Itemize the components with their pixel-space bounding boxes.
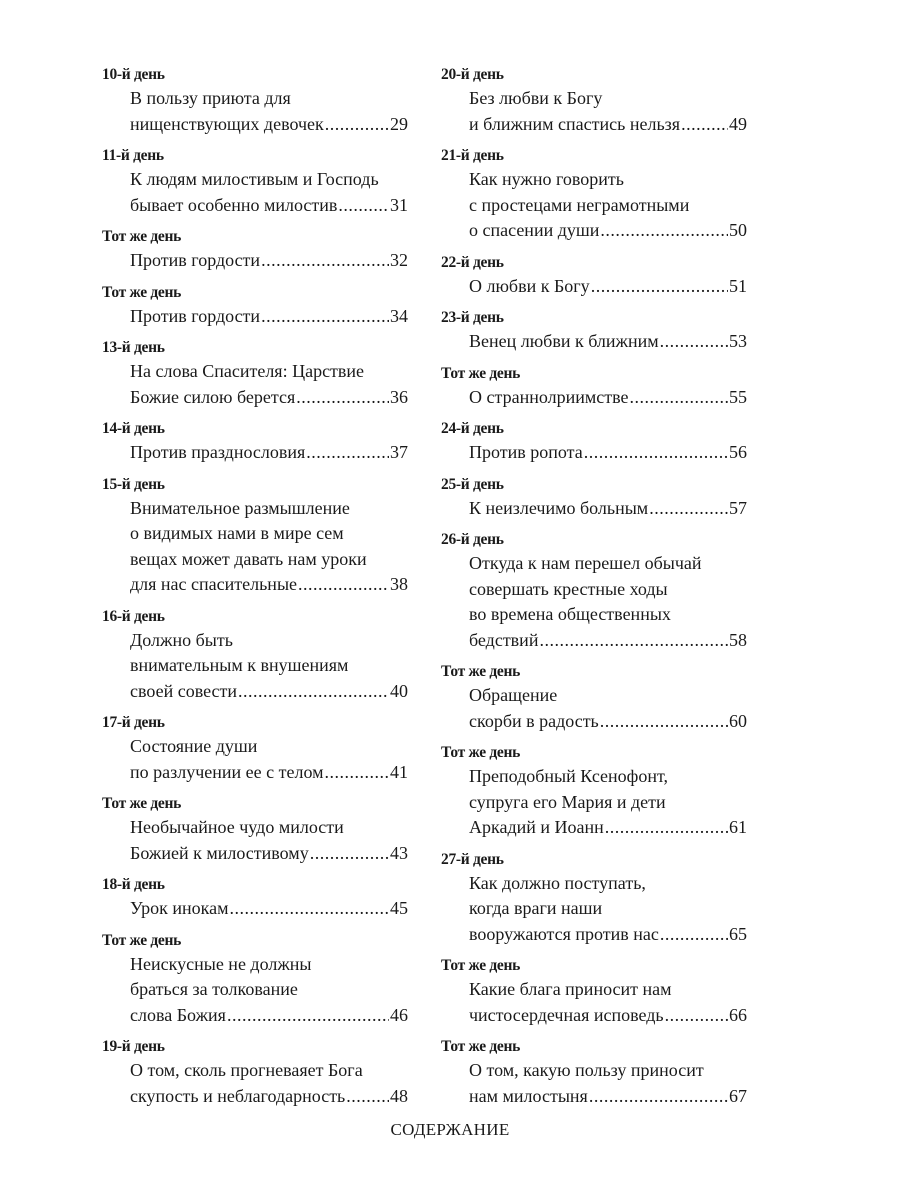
toc-entry[interactable]: [102, 145, 408, 218]
toc-title-line: по разлучении ее с телом: [130, 761, 324, 782]
toc-title-last-line: [130, 385, 408, 411]
toc-entry-title: [130, 1058, 408, 1109]
toc-title-last-line: [469, 1084, 747, 1110]
toc-entry[interactable]: [441, 145, 747, 244]
toc-title-line: Против гордости: [130, 250, 261, 270]
toc-title-line: Внимательное размышление: [130, 497, 350, 518]
toc-entry-title: [469, 977, 747, 1028]
toc-title-last-line: [130, 841, 408, 867]
toc-entry[interactable]: [441, 742, 747, 841]
toc-day-heading: 16-й день: [102, 607, 165, 625]
toc-page-number: 46: [390, 1004, 408, 1025]
toc-title-line: О страннолриимстве: [469, 386, 629, 407]
toc-title-last-line: [469, 274, 747, 300]
toc-page-number: 34: [390, 305, 408, 326]
toc-day-heading: 15-й день: [102, 475, 165, 493]
toc-title-last-line: [130, 193, 408, 219]
toc-page-number: 67: [729, 1085, 747, 1106]
toc-page-number: 40: [390, 680, 408, 701]
toc-entry-title: [469, 329, 747, 355]
toc-day-heading: 20-й день: [441, 66, 504, 83]
toc-title-line: Откуда к нам перешел обычай: [469, 553, 702, 573]
toc-page-number: 56: [729, 442, 747, 462]
toc-title-line: вооружаются против нас: [469, 923, 659, 944]
toc-entry-title: [130, 952, 408, 1029]
toc-title-last-line: [130, 112, 408, 138]
toc-entry-title: [130, 167, 408, 218]
toc-entry[interactable]: [102, 226, 408, 274]
toc-title-line: Необычайное чудо милости: [130, 817, 344, 837]
toc-entry[interactable]: [102, 606, 408, 705]
toc-page-number: 48: [390, 1085, 408, 1106]
toc-entry[interactable]: [441, 474, 747, 522]
toc-entry-title: [130, 440, 408, 466]
toc-title-line: Как нужно говорить: [469, 169, 624, 189]
toc-title-line: совершать крестные ходы: [469, 578, 668, 599]
dot-leader: [584, 440, 728, 466]
toc-page-number: 60: [729, 710, 747, 731]
toc-day-heading: 17-й день: [102, 714, 165, 731]
toc-day-heading: Тот же день: [441, 364, 521, 382]
toc-title-line: внимательным к внушениям: [130, 655, 349, 675]
toc-title-line: скупость и неблагодарность: [130, 1085, 346, 1106]
toc-entry-title: [130, 496, 408, 598]
toc-entry[interactable]: [441, 64, 747, 137]
toc-page-number: 50: [729, 220, 747, 240]
toc-title-last-line: [130, 440, 408, 466]
toc-entry[interactable]: [441, 661, 747, 734]
toc-entry-title: [469, 764, 747, 841]
toc-entry[interactable]: [441, 252, 747, 300]
toc-day-heading: Тот же день: [441, 1038, 521, 1055]
toc-entry-title: [469, 683, 747, 734]
toc-title-line: нищенствующих девочек: [130, 113, 324, 134]
toc-title-line: Против празднословия: [130, 442, 306, 462]
dot-leader: [238, 679, 389, 705]
toc-entry-title: [469, 440, 747, 466]
toc-day-heading: 13-й день: [102, 339, 165, 356]
dot-leader: [660, 922, 728, 948]
dot-leader: [589, 1084, 728, 1110]
toc-day-heading: 14-й день: [102, 420, 165, 437]
toc-title-line: когда враги наши: [469, 898, 603, 918]
toc-entry[interactable]: [441, 1036, 747, 1109]
dot-leader: [600, 218, 728, 244]
toc-title-last-line: [130, 304, 408, 330]
dot-leader: [306, 440, 389, 466]
toc-entry-title: [130, 628, 408, 705]
toc-page-number: 41: [390, 761, 408, 782]
toc-day-heading: 22-й день: [441, 253, 504, 271]
toc-title-last-line: [130, 1003, 408, 1029]
toc-day-heading: Тот же день: [441, 957, 521, 974]
toc-entry-title: [469, 385, 747, 411]
dot-leader: [660, 329, 728, 355]
toc-entry[interactable]: [102, 64, 408, 137]
toc-day-heading: 24-й день: [441, 420, 504, 437]
toc-entry[interactable]: [102, 474, 408, 598]
toc-title-last-line: [469, 628, 747, 654]
toc-title-line: Какие блага приносит нам: [469, 979, 672, 999]
toc-title-line: На слова Спасителя: Царствие: [130, 361, 365, 381]
toc-page-number: 53: [729, 331, 747, 351]
toc-day-heading: 18-й день: [102, 876, 165, 893]
toc-title-line: слова Божия: [130, 1004, 226, 1025]
toc-entry-title: [469, 551, 747, 653]
toc-title-line: чистосердечная исповедь: [469, 1004, 664, 1025]
toc-title-last-line: [469, 496, 747, 522]
toc-entry[interactable]: [102, 418, 408, 466]
toc-title-line: О том, какую пользу приносит: [469, 1060, 704, 1080]
toc-title-last-line: [130, 572, 408, 598]
toc-title-line: Обращение: [469, 685, 558, 705]
toc-title-line: во времена общественных: [469, 604, 671, 624]
dot-leader: [539, 628, 728, 654]
toc-entry[interactable]: [102, 793, 408, 866]
toc-entry[interactable]: [441, 849, 747, 948]
toc-title-last-line: [469, 922, 747, 948]
toc-entry[interactable]: [102, 1036, 408, 1109]
toc-title-line: Против ропота: [469, 442, 583, 462]
toc-entry-title: [469, 1058, 747, 1109]
toc-page-number: 32: [390, 250, 408, 270]
toc-title-line: Неискусные не должны: [130, 953, 312, 974]
toc-title-last-line: [130, 679, 408, 705]
dot-leader: [600, 709, 728, 735]
toc-day-heading: 10-й день: [102, 66, 165, 83]
toc-day-heading: 27-й день: [441, 850, 504, 868]
toc-entry[interactable]: [441, 418, 747, 466]
toc-title-line: В пользу приюта для: [130, 88, 291, 108]
toc-day-heading: Тот же день: [102, 931, 182, 949]
toc-title-line: Божие силою берется: [130, 386, 296, 407]
toc-day-heading: Тот же день: [441, 744, 521, 761]
toc-page-number: 36: [390, 386, 408, 407]
toc-entry[interactable]: [441, 529, 747, 653]
toc-day-heading: 26-й день: [441, 531, 504, 548]
toc-title-line: своей совести: [130, 680, 238, 701]
toc-entry[interactable]: [441, 363, 747, 411]
toc-title-line: Урок инокам: [130, 898, 229, 918]
toc-entry[interactable]: [102, 337, 408, 410]
toc-title-last-line: [469, 385, 747, 411]
toc-title-last-line: [130, 1084, 408, 1110]
toc-title-line: бедствий: [469, 629, 539, 650]
toc-page-number: 49: [729, 113, 747, 134]
dot-leader: [261, 304, 389, 330]
toc-page-number: 65: [729, 923, 747, 944]
toc-page-number: 43: [390, 842, 408, 863]
toc-title-line: Божией к милостивому: [130, 842, 309, 863]
toc-title-line: Без любви к Богу: [469, 88, 603, 108]
dot-leader: [591, 274, 728, 300]
toc-entry[interactable]: [102, 930, 408, 1029]
toc-title-last-line: [469, 709, 747, 735]
dot-leader: [681, 112, 728, 138]
dot-leader: [649, 496, 728, 522]
toc-title-line: К неизлечимо больным: [469, 497, 649, 518]
toc-title-last-line: [469, 1003, 747, 1029]
toc-title-last-line: [469, 112, 747, 138]
toc-title-line: супруга его Мария и дети: [469, 791, 666, 812]
toc-title-line: для нас спасительные: [130, 574, 298, 594]
toc-page-number: 58: [729, 629, 747, 650]
toc-entry-title: [469, 167, 747, 244]
toc-page-number: 66: [729, 1004, 747, 1025]
toc-title-line: и ближним спастись нельзя: [469, 113, 681, 134]
toc-page-number: 55: [729, 386, 747, 407]
dot-leader: [261, 248, 389, 274]
toc-day-heading: 25-й день: [441, 475, 504, 493]
dot-leader: [227, 1003, 389, 1029]
toc-title-line: вещах может давать нам уроки: [130, 548, 367, 569]
toc-title-line: с простецами неграмотными: [469, 194, 690, 215]
toc-title-line: бывает особенно милостив: [130, 194, 338, 215]
toc-title-line: нам милостыня: [469, 1085, 588, 1106]
toc-entry[interactable]: [102, 712, 408, 785]
toc-entry-title: [469, 871, 747, 948]
toc-title-line: о видимых нами в мире сем: [130, 523, 344, 543]
toc-entry-title: [469, 274, 747, 300]
toc-right-column: [441, 64, 747, 1117]
dot-leader: [325, 112, 389, 138]
toc-title-line: К людям милостивым и Господь: [130, 169, 379, 189]
toc-entry-title: [130, 815, 408, 866]
toc-page-number: 38: [390, 574, 408, 594]
toc-title-line: Состояние души: [130, 736, 258, 756]
toc-page-number: 31: [390, 194, 408, 215]
toc-entry[interactable]: [102, 874, 408, 922]
dot-leader: [629, 385, 728, 411]
toc-title-line: Аркадий и Иоанн: [469, 817, 604, 837]
toc-page-number: 45: [390, 898, 408, 918]
dot-leader: [605, 815, 728, 841]
dot-leader: [346, 1084, 389, 1110]
dot-leader: [665, 1003, 728, 1029]
toc-day-heading: Тот же день: [102, 795, 182, 812]
toc-page-number: 51: [729, 275, 747, 296]
toc-title-last-line: [469, 329, 747, 355]
toc-title-last-line: [469, 218, 747, 244]
toc-entry-title: [130, 86, 408, 137]
toc-title-line: браться за толкование: [130, 979, 298, 999]
toc-title-line: Должно быть: [130, 629, 233, 650]
toc-page-number: 37: [390, 442, 408, 462]
dot-leader: [296, 385, 389, 411]
dot-leader: [230, 896, 389, 922]
toc-title-line: О том, сколь прогневаяет Бога: [130, 1060, 363, 1080]
toc-title-line: Венец любви к ближним: [469, 331, 659, 351]
toc-day-heading: 21-й день: [441, 147, 504, 164]
page-footer-title: СОДЕРЖАНИЕ: [390, 1120, 510, 1139]
toc-day-heading: 11-й день: [102, 147, 164, 164]
toc-entry[interactable]: [441, 307, 747, 355]
toc-day-heading: Тот же день: [102, 228, 182, 245]
toc-title-last-line: [469, 440, 747, 466]
toc-entry-title: [469, 86, 747, 137]
toc-day-heading: Тот же день: [441, 663, 521, 680]
toc-entry-title: [130, 359, 408, 410]
toc-page-number: 61: [729, 817, 747, 837]
toc-left-column: [102, 64, 408, 1117]
toc-entry[interactable]: [441, 955, 747, 1028]
toc-title-line: о спасении души: [469, 220, 600, 240]
toc-title-last-line: [130, 248, 408, 274]
toc-entry-title: [130, 896, 408, 922]
dot-leader: [338, 193, 389, 219]
toc-title-line: О любви к Богу: [469, 275, 590, 296]
dot-leader: [310, 841, 389, 867]
toc-entry-title: [130, 734, 408, 785]
toc-entry-title: [130, 304, 408, 330]
toc-day-heading: 19-й день: [102, 1038, 165, 1055]
toc-title-line: Против гордости: [130, 305, 261, 326]
dot-leader: [325, 760, 389, 786]
dot-leader: [298, 572, 389, 598]
toc-title-line: Как должно поступать,: [469, 872, 646, 893]
toc-title-last-line: [130, 896, 408, 922]
toc-entry-title: [130, 248, 408, 274]
toc-page-number: 57: [729, 497, 747, 518]
toc-page-number: 29: [390, 113, 408, 134]
toc-title-line: скорби в радость: [469, 710, 599, 731]
toc-entry-title: [469, 496, 747, 522]
toc-title-last-line: [469, 815, 747, 841]
toc-title-last-line: [130, 760, 408, 786]
toc-day-heading: Тот же день: [102, 283, 182, 301]
toc-day-heading: 23-й день: [441, 309, 504, 326]
toc-entry[interactable]: [102, 282, 408, 330]
toc-title-line: Преподобный Ксенофонт,: [469, 766, 668, 786]
